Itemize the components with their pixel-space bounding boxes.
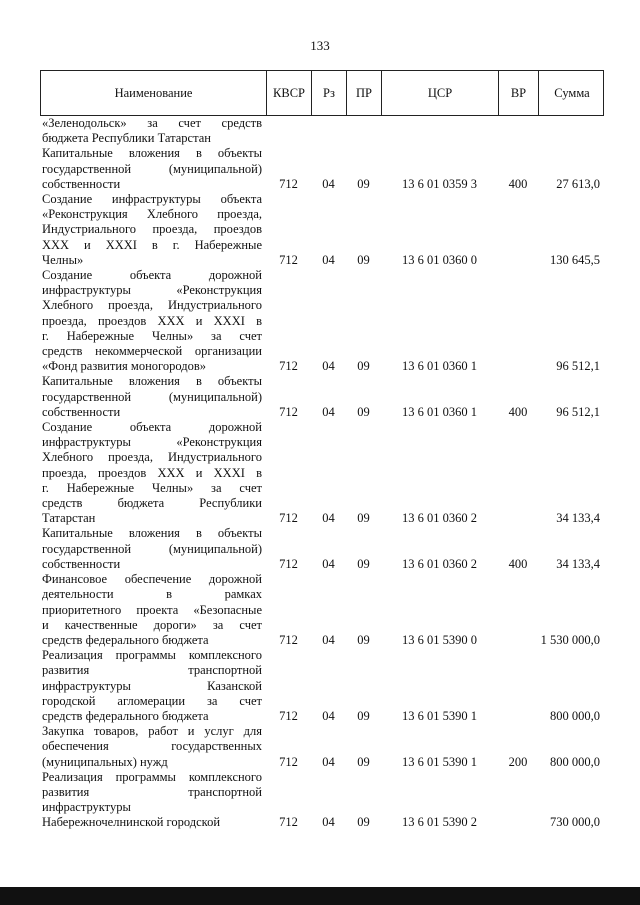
cell-pr: 09 (357, 252, 370, 267)
row-name (40, 374, 264, 420)
cell-kvsr: 712 (279, 359, 298, 374)
cell-kvsr: 712 (279, 556, 298, 571)
table-header (40, 70, 604, 116)
cell-csr: 13 6 01 0360 1 (402, 359, 477, 374)
cell-pr: 09 (357, 176, 370, 191)
cell-kvsr: 712 (279, 404, 298, 419)
table-body (40, 116, 604, 831)
header-sum: Сумма (554, 86, 590, 100)
row-name-line: собственности (42, 556, 121, 571)
row-name-line: (муниципальных) нужд (42, 754, 168, 769)
cell-rz: 04 (322, 754, 335, 769)
cell-pr: 09 (357, 556, 370, 571)
cell-sum: 1 530 000,0 (540, 632, 600, 647)
row-name-line: Закупка товаров, работ и услуг для (42, 724, 262, 739)
row-name (40, 526, 264, 572)
header-pr: ПР (347, 71, 382, 115)
table-row (40, 268, 604, 374)
row-name-line: Татарстан (42, 511, 96, 526)
cell-csr: 13 6 01 0360 2 (402, 511, 477, 526)
row-name-line: «Фонд развития моногородов» (42, 359, 206, 374)
row-name-line: деятельности в рамках (42, 587, 262, 602)
row-name (40, 116, 264, 146)
cell-pr: 09 (357, 815, 370, 830)
header-kvsr: КВСР (267, 71, 312, 115)
row-name-line: Финансовое обеспечение дорожной (42, 572, 262, 587)
row-name-line: Создание объекта дорожной (42, 268, 262, 283)
row-name-line: проезда, проездов XXX и XXXI в (42, 465, 262, 480)
row-name-line: XXX и XXXI в г. Набережные (42, 237, 262, 252)
cell-csr: 13 6 01 0360 0 (402, 252, 477, 267)
cell-rz: 04 (322, 815, 335, 830)
row-name (40, 572, 264, 648)
row-name (40, 420, 264, 526)
cell-kvsr: 712 (279, 632, 298, 647)
cell-sum: 34 133,4 (556, 556, 600, 571)
cell-rz: 04 (322, 176, 335, 191)
row-name-line: «Реконструкция Хлебного проезда, (42, 207, 262, 222)
cell-csr: 13 6 01 5390 2 (402, 815, 477, 830)
row-name-line: Капитальные вложения в объекты (42, 374, 262, 389)
row-name (40, 648, 264, 724)
row-name-line: собственности (42, 404, 121, 419)
cell-sum: 730 000,0 (550, 815, 600, 830)
cell-kvsr: 712 (279, 815, 298, 830)
cell-kvsr: 712 (279, 708, 298, 723)
cell-kvsr: 712 (279, 511, 298, 526)
cell-vr: 400 (508, 404, 528, 419)
row-name-line: государственной (муниципальной) (42, 389, 262, 404)
cell-sum: 130 645,5 (550, 252, 600, 267)
row-name (40, 268, 264, 374)
header-vr: ВР (499, 71, 539, 115)
header-csr: ЦСР (382, 71, 499, 115)
row-name-line: городской агломерации за счет (42, 693, 262, 708)
cell-pr: 09 (357, 632, 370, 647)
row-name-line: Набережночелнинской городской (42, 815, 221, 830)
cell-csr: 13 6 01 0360 2 (402, 556, 477, 571)
cell-kvsr: 712 (279, 754, 298, 769)
scan-border (0, 887, 640, 905)
cell-pr: 09 (357, 754, 370, 769)
row-name-line: развития транспортной (42, 784, 262, 799)
cell-kvsr: 712 (279, 176, 298, 191)
cell-csr: 13 6 01 5390 1 (402, 754, 477, 769)
cell-csr: 13 6 01 0360 1 (402, 404, 477, 419)
row-name-line: обеспечения государственных (42, 739, 262, 754)
cell-rz: 04 (322, 404, 335, 419)
row-name-line: средств некоммерческой организации (42, 344, 262, 359)
cell-sum: 96 512,1 (556, 359, 600, 374)
table-row (40, 116, 604, 146)
table-row (40, 770, 604, 831)
row-name (40, 724, 264, 770)
row-name-line: Реализация программы комплексного (42, 769, 262, 784)
row-name-line: средств федерального бюджета (42, 632, 209, 647)
cell-sum: 34 133,4 (556, 511, 600, 526)
budget-table (40, 70, 604, 831)
row-name-line: государственной (муниципальной) (42, 541, 262, 556)
row-name-line: Челны» (42, 252, 84, 267)
cell-kvsr: 712 (279, 252, 298, 267)
row-name-line: «Зеленодольск» за счет средств (42, 116, 262, 130)
cell-rz: 04 (322, 556, 335, 571)
row-name-line: инфраструктуры «Реконструкция (42, 283, 262, 298)
row-name (40, 192, 264, 268)
row-name (40, 146, 264, 192)
row-name (40, 770, 264, 831)
cell-sum: 800 000,0 (550, 708, 600, 723)
cell-csr: 13 6 01 5390 1 (402, 708, 477, 723)
row-name-line: Создание инфраструктуры объекта (42, 192, 262, 207)
cell-vr: 400 (508, 556, 528, 571)
cell-sum: 27 613,0 (556, 176, 600, 191)
row-name-line: Капитальные вложения в объекты (42, 146, 262, 161)
row-name-line: проезда, проездов XXX и XXXI в (42, 313, 262, 328)
cell-sum: 800 000,0 (550, 754, 600, 769)
cell-rz: 04 (322, 708, 335, 723)
row-name-line: инфраструктуры (42, 800, 131, 815)
row-name-line: г. Набережные Челны» за счет (42, 328, 262, 343)
row-name-line: инфраструктуры «Реконструкция (42, 435, 262, 450)
cell-rz: 04 (322, 511, 335, 526)
page-number: 133 (310, 38, 330, 53)
table-row (40, 526, 604, 572)
header-name: Наименование (41, 71, 267, 115)
table-row (40, 724, 604, 770)
row-name-line: собственности (42, 176, 121, 191)
row-name-line: приоритетного проекта «Безопасные (42, 602, 262, 617)
row-name-line: развития транспортной (42, 663, 262, 678)
row-name-line: бюджета Республики Татарстан (42, 131, 211, 146)
row-name-line: Хлебного проезда, Индустриального (42, 298, 262, 313)
row-name-line: Хлебного проезда, Индустриального (42, 450, 262, 465)
cell-rz: 04 (322, 359, 335, 374)
table-row (40, 146, 604, 192)
cell-pr: 09 (357, 511, 370, 526)
cell-sum: 96 512,1 (556, 404, 600, 419)
row-name-line: Создание объекта дорожной (42, 420, 262, 435)
header-rz: Рз (312, 71, 347, 115)
row-name-line: средств федерального бюджета (42, 708, 209, 723)
row-name-line: и качественные дороги» за счет (42, 617, 262, 632)
row-name-line: Реализация программы комплексного (42, 648, 262, 663)
cell-csr: 13 6 01 5390 0 (402, 632, 477, 647)
row-name-line: государственной (муниципальной) (42, 161, 262, 176)
cell-vr: 400 (508, 176, 528, 191)
row-name-line: Индустриального проезда, проездов (42, 222, 262, 237)
cell-csr: 13 6 01 0359 3 (402, 176, 477, 191)
cell-vr: 200 (508, 754, 528, 769)
cell-pr: 09 (357, 708, 370, 723)
table-row (40, 420, 604, 526)
cell-rz: 04 (322, 252, 335, 267)
row-name-line: Капитальные вложения в объекты (42, 526, 262, 541)
table-row (40, 374, 604, 420)
table-row (40, 648, 604, 724)
row-name-line: г. Набережные Челны» за счет (42, 480, 262, 495)
table-row (40, 192, 604, 268)
table-row (40, 572, 604, 648)
row-name-line: инфраструктуры Казанской (42, 678, 262, 693)
cell-pr: 09 (357, 404, 370, 419)
cell-rz: 04 (322, 632, 335, 647)
cell-pr: 09 (357, 359, 370, 374)
row-name-line: средств бюджета Республики (42, 496, 262, 511)
